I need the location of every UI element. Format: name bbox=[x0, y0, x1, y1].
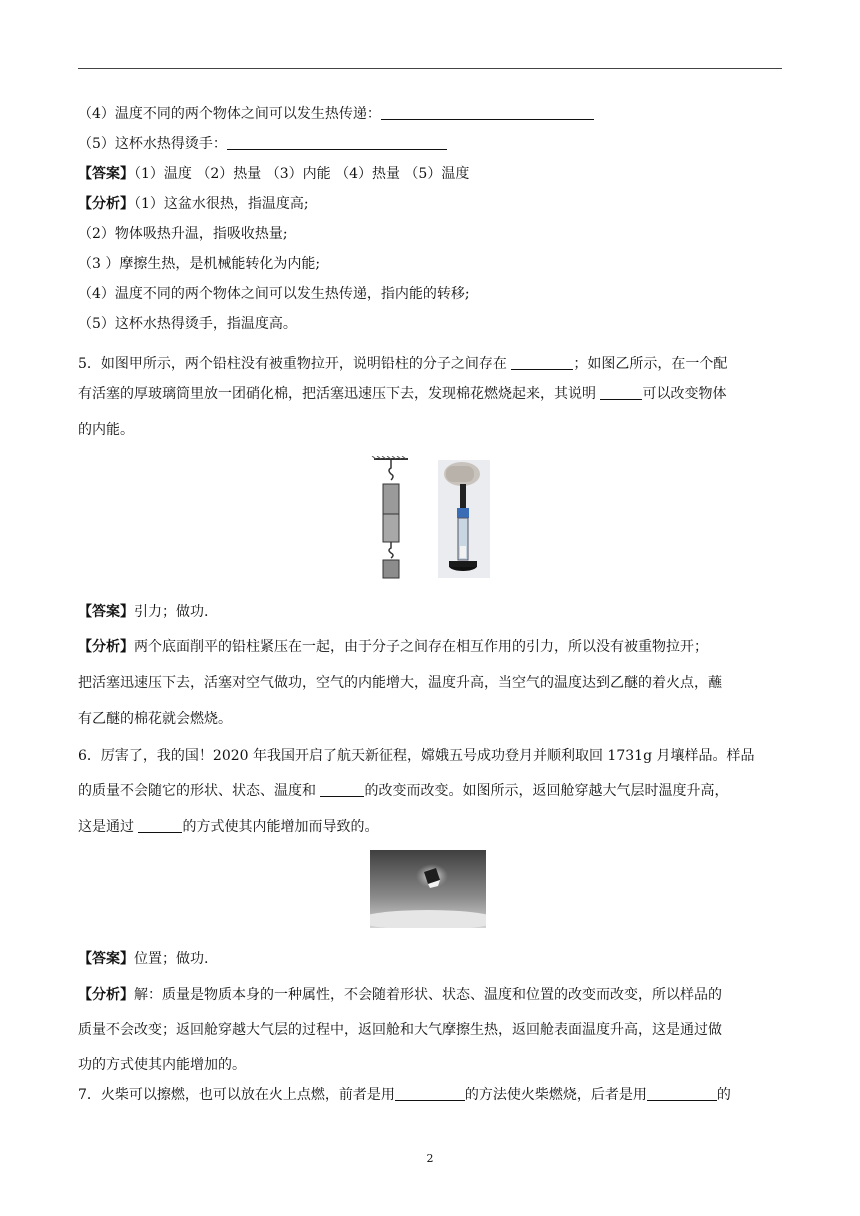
q6-text: 这是通过 bbox=[78, 819, 139, 835]
q4-item-4-text: （4）温度不同的两个物体之间可以发生热传递： bbox=[78, 106, 381, 122]
q6-text: 的改变而改变。如图所示，返回舱穿越大气层时温度升高， bbox=[364, 783, 729, 799]
lead-cylinder-figure bbox=[370, 456, 412, 582]
analysis-tag: 【分析】 bbox=[78, 639, 134, 655]
q5-line-1 bbox=[78, 354, 782, 374]
q5-text: 5．如图甲所示，两个铅柱没有被重物拉开，说明铅柱的分子之间存在 bbox=[78, 356, 512, 372]
q4-analysis-5: （5）这杯水热得烫手，指温度高。 bbox=[78, 316, 297, 332]
q5-line-3: 的内能。 bbox=[78, 422, 134, 438]
analysis-text: 两个底面削平的铅柱紧压在一起，由于分子之间存在相互作用的引力，所以没有被重物拉开； bbox=[134, 639, 708, 655]
q4-analysis-1 bbox=[78, 194, 782, 214]
q6-analysis-3: 功的方式使其内能增加的。 bbox=[78, 1057, 246, 1073]
answer-text: （1）温度 （2）热量 （3）内能 （4）热量 （5）温度 bbox=[134, 166, 470, 182]
analysis-text: 解：质量是物质本身的一种属性，不会随着形状、状态、温度和位置的改变而改变，所以样品的 bbox=[134, 987, 722, 1003]
q5-analysis-2: 把活塞迅速压下去，活塞对空气做功，空气的内能增大，温度升高，当空气的温度达到乙醚的着火点，蘸 bbox=[78, 675, 722, 691]
answer-tag: 【答案】 bbox=[78, 604, 134, 620]
q4-answer bbox=[78, 164, 782, 184]
header-rule bbox=[78, 68, 782, 69]
piston-tube-figure bbox=[438, 460, 490, 578]
q5-text: 可以改变物体 bbox=[642, 386, 727, 402]
q7-text: 7．火柴可以擦燃，也可以放在火上点燃，前者是用 bbox=[78, 1087, 395, 1103]
q4-item-4 bbox=[78, 104, 782, 124]
q4-item-5-text: （5）这杯水热得烫手： bbox=[78, 136, 227, 152]
answer-blank[interactable] bbox=[138, 818, 182, 833]
q5-line-2 bbox=[78, 384, 782, 404]
q6-line-3 bbox=[78, 817, 782, 837]
q5-text: 有活塞的厚玻璃筒里放一团硝化棉，把活塞迅速压下去，发现棉花燃烧起来，其说明 bbox=[78, 386, 601, 402]
answer-blank[interactable] bbox=[395, 1086, 465, 1101]
q4-analysis-2: （2）物体吸热升温，指吸收热量; bbox=[78, 226, 288, 242]
q6-line-1: 6．厉害了，我的国！2020 年我国开启了航天新征程，嫦娥五号成功登月并顺利取回 1731g 月壤样品。样品 bbox=[78, 748, 755, 764]
answer-blank[interactable] bbox=[511, 355, 573, 370]
answer-tag: 【答案】 bbox=[78, 951, 134, 967]
q6-analysis-2: 质量不会改变；返回舱穿越大气层的过程中，返回舱和大气摩擦生热，返回舱表面温度升高，这是通过做 bbox=[78, 1022, 722, 1038]
q6-line-2 bbox=[78, 781, 782, 801]
q5-answer bbox=[78, 602, 782, 622]
q4-analysis-4: （4）温度不同的两个物体之间可以发生热传递，指内能的转移; bbox=[78, 286, 470, 302]
analysis-tag: 【分析】 bbox=[78, 987, 134, 1003]
q7-text: 的 bbox=[716, 1087, 731, 1103]
q5-analysis-1 bbox=[78, 637, 782, 657]
return-capsule-figure bbox=[370, 850, 486, 928]
q6-answer bbox=[78, 949, 782, 969]
analysis-tag: 【分析】 bbox=[78, 196, 134, 212]
answer-tag: 【答案】 bbox=[78, 166, 134, 182]
answer-blank[interactable] bbox=[227, 135, 447, 150]
answer-text: 引力；做功. bbox=[134, 604, 209, 620]
answer-blank[interactable] bbox=[600, 385, 642, 400]
q6-analysis-1 bbox=[78, 985, 782, 1005]
page-number: 2 bbox=[426, 1152, 434, 1165]
analysis-text: （1）这盆水很热，指温度高; bbox=[134, 196, 309, 212]
q7-line-1 bbox=[78, 1085, 782, 1105]
q6-text: 的方式使其内能增加而导致的。 bbox=[182, 819, 379, 835]
q4-item-5 bbox=[78, 134, 782, 154]
q5-analysis-3: 有乙醚的棉花就会燃烧。 bbox=[78, 711, 232, 727]
answer-blank[interactable] bbox=[320, 782, 364, 797]
q5-text: ；如图乙所示，在一个配 bbox=[573, 356, 728, 372]
answer-text: 位置；做功. bbox=[134, 951, 209, 967]
q7-text: 的方法使火柴燃烧，后者是用 bbox=[464, 1087, 647, 1103]
q4-analysis-3: （3 ）摩擦生热，是机械能转化为内能; bbox=[78, 256, 321, 272]
answer-blank[interactable] bbox=[647, 1086, 717, 1101]
q6-text: 的质量不会随它的形状、状态、温度和 bbox=[78, 783, 321, 799]
answer-blank[interactable] bbox=[381, 105, 594, 120]
